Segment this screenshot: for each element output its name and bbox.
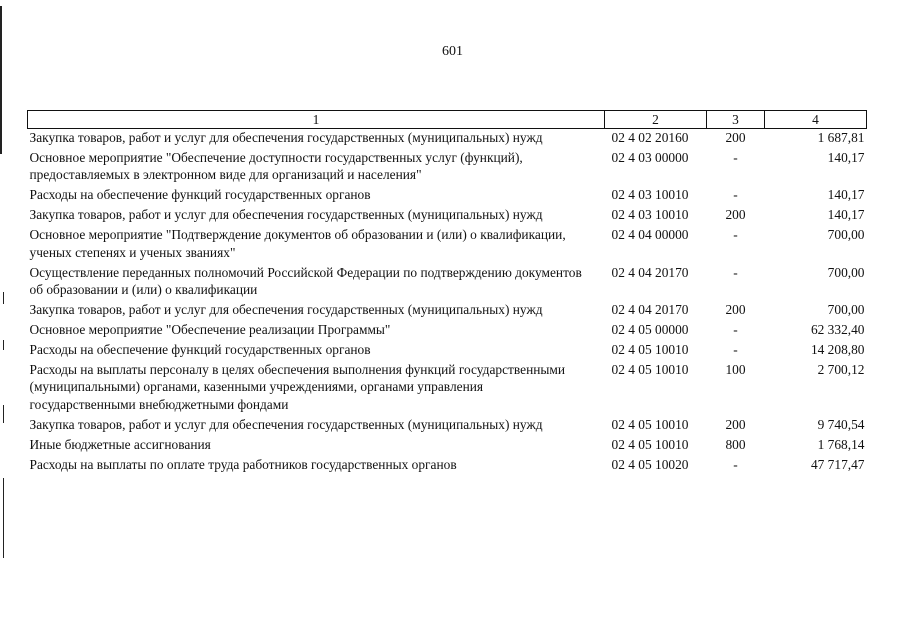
table-row — [28, 226, 867, 263]
table-row — [28, 416, 867, 436]
header-col-2: 2 — [605, 111, 707, 129]
table-header-row — [28, 111, 867, 129]
header-col-4: 4 — [765, 111, 867, 129]
table-row — [28, 341, 867, 361]
row-name: Расходы на выплаты по оплате труда работников государственных органов — [29, 456, 457, 472]
scan-edge-mark — [3, 292, 4, 304]
row-expense-type: - — [733, 264, 738, 280]
row-code: 02 4 04 20170 — [611, 264, 689, 280]
row-name: Закупка товаров, работ и услуг для обеспечения государственных (муниципальных) нужд — [29, 416, 543, 432]
row-expense-type: - — [733, 456, 738, 472]
row-sum: 700,00 — [827, 302, 865, 318]
row-name: Закупка товаров, работ и услуг для обеспечения государственных (муниципальных) нужд — [29, 302, 543, 318]
table-row — [28, 206, 867, 226]
row-sum: 140,17 — [827, 187, 865, 203]
table-row — [28, 264, 867, 301]
row-expense-type: - — [733, 149, 738, 165]
table-row — [28, 361, 867, 416]
row-code: 02 4 05 10010 — [611, 436, 689, 452]
row-code: 02 4 05 10020 — [611, 456, 689, 472]
row-code: 02 4 05 10010 — [611, 416, 689, 432]
row-code: 02 4 05 10010 — [611, 341, 689, 357]
row-sum: 9 740,54 — [817, 416, 865, 432]
row-code: 02 4 03 00000 — [611, 149, 689, 165]
scan-edge-mark — [3, 405, 4, 423]
row-code: 02 4 02 20160 — [611, 130, 689, 145]
row-expense-type: 200 — [725, 130, 746, 145]
row-name: Расходы на выплаты персоналу в целях обеспечения выполнения функций государственными (муниципальными) органами, казенными учреждениями, органами управления государственными внебюджетными фондами — [29, 361, 566, 412]
row-sum: 1 687,81 — [817, 130, 865, 145]
row-name: Осуществление переданных полномочий Российской Федерации по подтверждению документов об образовании и (или) о квалификации — [29, 264, 582, 298]
row-sum: 140,17 — [827, 149, 865, 165]
row-code: 02 4 03 10010 — [611, 187, 689, 203]
table-row — [28, 301, 867, 321]
row-name: Основное мероприятие "Обеспечение доступности государственных услуг (функций), предоставляемых в электронном виде для организаций и населения" — [29, 149, 523, 183]
row-name: Основное мероприятие "Обеспечение реализации Программы" — [29, 322, 391, 338]
row-code: 02 4 04 00000 — [611, 227, 689, 243]
scan-edge-mark — [0, 6, 2, 154]
row-expense-type: 200 — [725, 207, 746, 223]
budget-table — [27, 110, 867, 476]
table-row — [28, 129, 867, 149]
table-row — [28, 186, 867, 206]
row-sum: 2 700,12 — [817, 361, 865, 377]
row-name: Расходы на обеспечение функций государственных органов — [29, 341, 371, 357]
row-sum: 700,00 — [827, 227, 865, 243]
page-number: 601 — [442, 44, 463, 59]
row-sum: 47 717,47 — [810, 456, 865, 472]
table-row — [28, 321, 867, 341]
row-expense-type: - — [733, 341, 738, 357]
header-col-3: 3 — [707, 111, 765, 129]
header-col-1: 1 — [28, 111, 605, 129]
row-code: 02 4 05 10010 — [611, 361, 689, 377]
row-code: 02 4 03 10010 — [611, 207, 689, 223]
row-name: Закупка товаров, работ и услуг для обеспечения государственных (муниципальных) нужд — [29, 207, 543, 223]
row-sum: 700,00 — [827, 264, 865, 280]
row-name: Расходы на обеспечение функций государственных органов — [29, 187, 371, 203]
table-row — [28, 436, 867, 456]
row-expense-type: 800 — [725, 436, 746, 452]
row-code: 02 4 05 00000 — [611, 322, 689, 338]
row-expense-type: - — [733, 227, 738, 243]
table-row — [28, 149, 867, 186]
scan-edge-mark — [3, 478, 4, 558]
row-sum: 62 332,40 — [810, 322, 865, 338]
row-code: 02 4 04 20170 — [611, 302, 689, 318]
row-name: Основное мероприятие "Подтверждение документов об образовании и (или) о квалификации, ученых степенях и ученых званиях" — [29, 227, 566, 260]
table-row — [28, 456, 867, 476]
row-sum: 1 768,14 — [817, 436, 865, 452]
scan-edge-mark — [3, 340, 4, 350]
row-sum: 140,17 — [827, 207, 865, 223]
row-expense-type: 200 — [725, 302, 746, 318]
row-name: Иные бюджетные ассигнования — [29, 436, 211, 452]
row-expense-type: 100 — [725, 361, 746, 377]
row-expense-type: - — [733, 187, 738, 203]
row-name: Закупка товаров, работ и услуг для обеспечения государственных (муниципальных) нужд — [29, 130, 543, 145]
row-expense-type: - — [733, 322, 738, 338]
row-sum: 14 208,80 — [810, 341, 865, 357]
row-expense-type: 200 — [725, 416, 746, 432]
